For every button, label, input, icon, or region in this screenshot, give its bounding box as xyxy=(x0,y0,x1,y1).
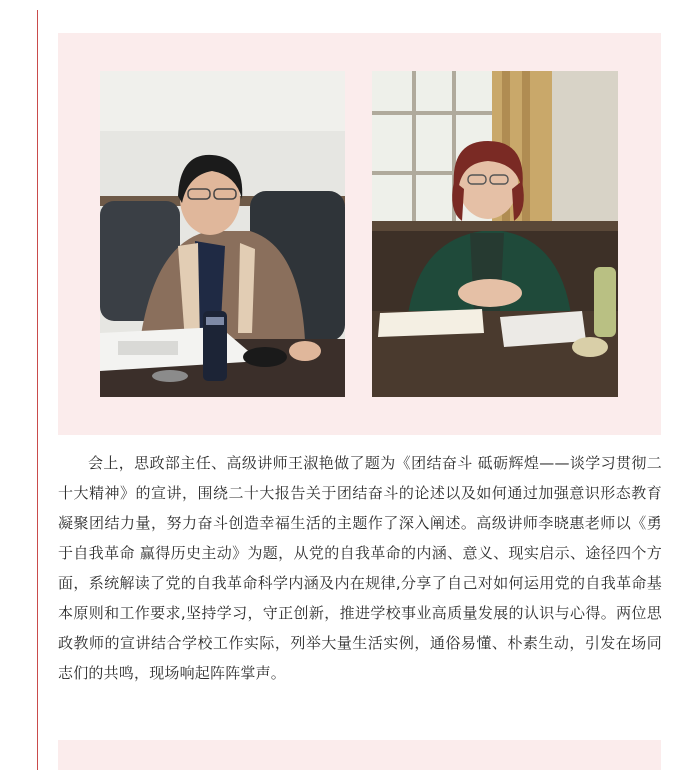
speaker-photo-right-image xyxy=(372,71,618,397)
speaker-photo-left-image xyxy=(100,71,345,397)
next-section-panel xyxy=(58,740,661,770)
photo-panel xyxy=(58,33,661,435)
speaker-photo-right xyxy=(372,71,618,397)
left-accent-rule xyxy=(37,10,38,770)
article-paragraph: 会上，思政部主任、高级讲师王淑艳做了题为《团结奋斗 砥砺辉煌——谈学习贯彻二十大精神》的宣讲，围绕二十大报告关于团结奋斗的论述以及如何通过加强意识形态教育凝聚团结力量，努力奋斗创造幸福生活的主题作了深入阐述。高级讲师李晓惠老师以《勇于自我革命 赢得历史主动》为题，从党的自我革命的内涵、意义、现实启示、途径四个方面，系统解读了党的自我革命科学内涵及内在规律,分享了自己对如何运用党的自我革命基本原则和工作要求,坚持学习，守正创新，推进学校事业高质量发展的认识与心得。两位思政教师的宣讲结合学校工作实际，列举大量生活实例，通俗易懂、朴素生动，引发在场同志们的共鸣，现场响起阵阵掌声。 xyxy=(58,454,662,682)
speaker-photo-left xyxy=(100,71,345,397)
